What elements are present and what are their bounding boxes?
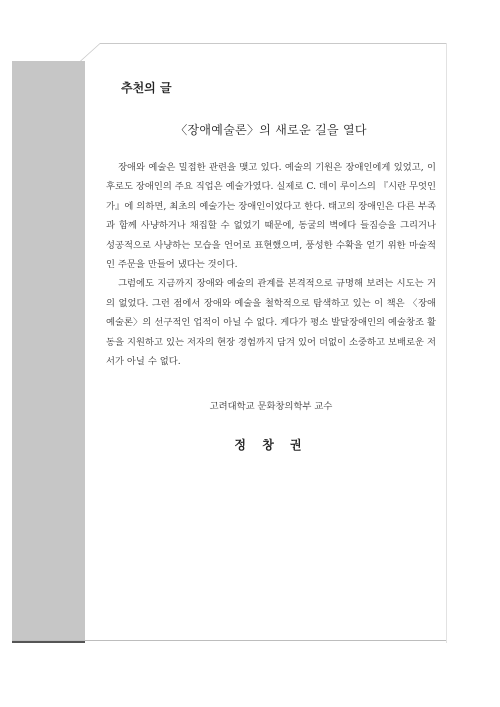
paragraph: 장애와 예술은 밀접한 관련을 맺고 있다. 예술의 기원은 장애인에게 있었고, 이후로도 장애인의 주요 직업은 예술가였다. 실제로 C. 데이 루이스의 『시란 무엇인가』에 의하면, 최초의 예술가는 장애인이었다고 한다. 태고의 장애인은 다른 부족과 함께 사냥하거나 채집할 수 없었기 때문에, 동굴의 벽에다 들짐승을 그리거나 성공적으로 사냥하는 모습을 언어로 표현했으며, 풍성한 수확을 얻기 위한 마술적인 주문을 만들어 냈다는 것이다. xyxy=(106,162,436,271)
bottom-accent-bar xyxy=(12,641,85,643)
paragraph: 그럼에도 지금까지 장애와 예술의 관계를 본격적으로 규명해 보려는 시도는 거의 없었다. 그런 점에서 장애와 예술을 철학적으로 탐색하고 있는 이 책은 〈장애예술론〉의 선구적인 업적이 아닐 수 없다. 게다가 평소 발달장애인의 예술창조 활동을 지원하고 있는 저자의 현장 경험까지 담겨 있어 더없이 소중하고 보배로운 저서가 아닐 수 없다. xyxy=(106,278,436,368)
author-affiliation: 고려대학교 문화창의학부 교수 xyxy=(209,401,333,412)
right-border xyxy=(446,43,447,643)
page-title: 〈장애예술론〉의 새로운 길을 열다 xyxy=(175,123,367,137)
author-name: 정 창 권 xyxy=(234,438,308,452)
left-margin-bar xyxy=(12,61,85,641)
body-text xyxy=(106,158,436,371)
top-border xyxy=(100,43,446,44)
section-label: 추천의 글 xyxy=(121,81,172,95)
page-corner-fold xyxy=(80,43,104,63)
